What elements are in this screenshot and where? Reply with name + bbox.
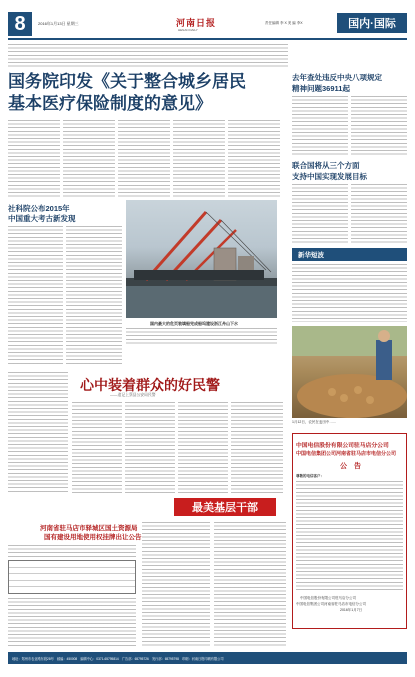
text-column [178, 402, 228, 494]
header-rule [8, 38, 407, 40]
text-column [292, 184, 348, 244]
archaeology-headline-line2: 中国重大考古新发现 [8, 214, 76, 223]
text-column [292, 96, 348, 156]
farm-illustration [292, 326, 407, 418]
notice-body [296, 481, 403, 591]
lead-text-block [8, 44, 288, 68]
crane-ship-photo [126, 200, 277, 318]
model-cadre-badge: 最美基层干部 [174, 498, 276, 516]
notice-date: 2016年1月7日 [340, 608, 363, 612]
issue-date: 2016年1月13日 星期三 [38, 21, 79, 26]
farm-photo [292, 326, 407, 418]
text-column [8, 226, 63, 366]
text-column [228, 120, 280, 198]
text-column [351, 184, 407, 244]
text-column [63, 120, 115, 198]
text-column [173, 120, 225, 198]
land-notice-title-1: 河南省驻马店市驿城区国土资源局 [40, 525, 138, 532]
text-column [72, 402, 122, 494]
text-column [351, 96, 407, 156]
notice-salutation: 尊敬的电信客户： [296, 474, 324, 478]
archaeology-headline-line1: 社科院公布2015年 [8, 204, 70, 213]
land-notice-text [8, 598, 136, 646]
feature-headline: 心中装着群众的好民警 [80, 379, 220, 394]
notice-heading: 公 告 [340, 463, 361, 470]
footer-bar: 地址：郑州市农业路东段28号 邮编：450008 编辑中心：0371-65795814 广告部：65795726 发行部：65795798 印刷：河南日报印刷有限公司 [8, 652, 407, 664]
notice-signature-1: 中国电信股份有限公司驻马店分公司 [300, 596, 356, 600]
text-column [231, 402, 283, 494]
farm-caption: 1月12日，农民在麦田中…… [292, 420, 337, 424]
section-label: 国内·国际 [337, 13, 407, 33]
right-headline-1-line1: 去年查处违反中央八项规定 [292, 73, 382, 82]
land-notice-text [142, 522, 210, 646]
notice-signature-2: 中国电信集团公司河南省驻马店市电信分公司 [296, 602, 366, 606]
crane-ship-illustration [126, 200, 277, 318]
main-headline-line2: 基本医疗保险制度的意见》 [8, 94, 212, 113]
main-headline-line1: 国务院印发《关于整合城乡居民 [8, 72, 246, 91]
news-brief-header: 新华短波 [292, 248, 407, 261]
feature-subtitle: ——追记上蔡县公安局民警 [110, 393, 156, 397]
newspaper-logo-sub: HENAN DAILY [178, 28, 198, 32]
right-headline-1-line2: 精神问题36911起 [292, 84, 350, 93]
right-headline-2-line2: 支持中国实现发展目标 [292, 172, 367, 181]
text-column [8, 120, 60, 198]
news-brief-text [292, 264, 407, 322]
land-parcel-table [8, 560, 136, 594]
land-notice-text [214, 522, 286, 646]
right-headline-2-line1: 联合国将从三个方面 [292, 161, 360, 170]
land-notice-text [8, 545, 136, 557]
editor-credits: 责任编辑 李 X 美 编 李X [265, 21, 303, 25]
text-column [8, 372, 68, 492]
notice-company-1: 中国电信股份有限公司驻马店分公司 [296, 443, 389, 449]
photo-caption: 国内最大的危页装填船完成船坞建设浙江舟山下水 [150, 321, 238, 326]
newspaper-logo: 河南日报 [176, 18, 217, 28]
text-column [125, 402, 175, 494]
page-number: 8 [8, 12, 32, 36]
caption-text [126, 328, 277, 346]
notice-company-2: 中国电信集团公司河南省驻马店市电信分公司 [296, 451, 397, 457]
text-column [66, 226, 122, 366]
land-notice-title-2: 国有建设用地使用权挂牌出让公告 [44, 534, 142, 541]
